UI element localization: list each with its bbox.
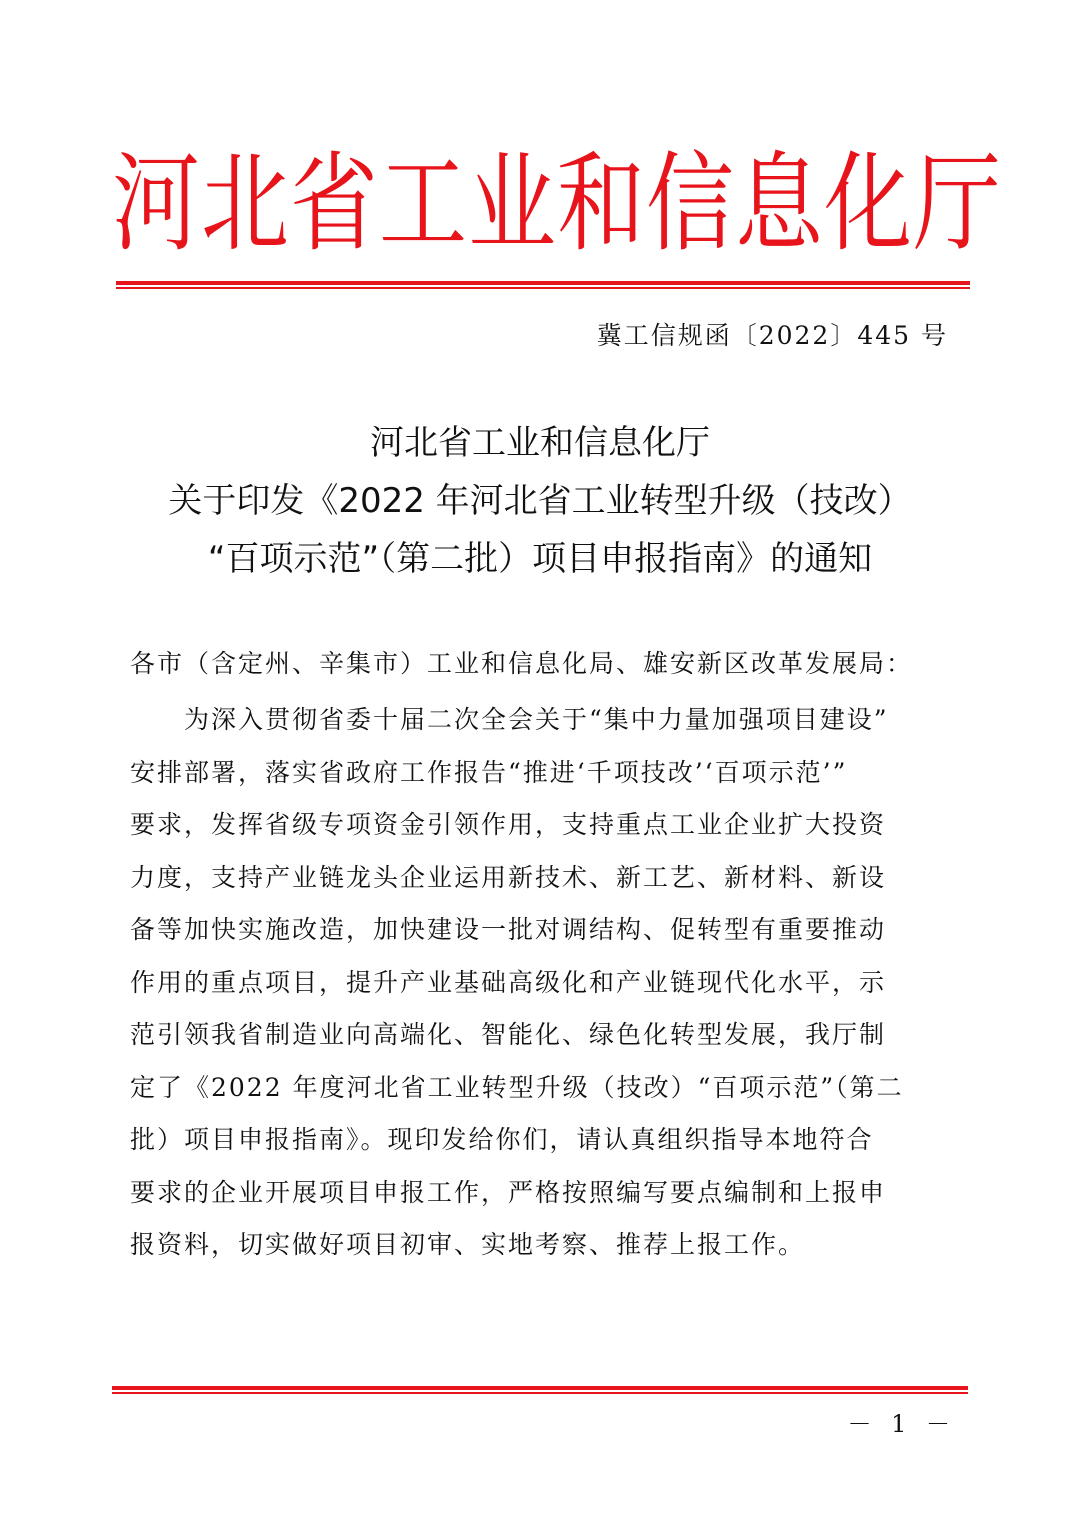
divider-thick-line [116, 281, 970, 285]
body-line: 批）项目申报指南》。现印发给你们，请认真组织指导本地符合 [130, 1125, 874, 1154]
body-line: 范引领我省制造业向高端化、智能化、绿色化转型发展，我厅制 [130, 1020, 887, 1049]
salutation: 各市（含定州、辛集市）工业和信息化局、雄安新区改革发展局： [130, 649, 914, 678]
footer-divider-thick-line [112, 1386, 968, 1390]
body-line: 要求的企业开展项目申报工作，严格按照编写要点编制和上报申 [130, 1177, 887, 1207]
body-line: 要求，发挥省级专项资金引领作用，支持重点工业企业扩大投资 [130, 810, 887, 839]
page-number: － 1 － [847, 1410, 956, 1438]
body-line: 安排部署，落实省政府工作报告“推进‘千项技改’‘百项示范’” [130, 757, 848, 787]
body-line: 报资料，切实做好项目初审、实地考察、推荐上报工作。 [130, 1230, 806, 1259]
title-line-3: “百项示范”（第二批）项目申报指南》的通知 [207, 539, 873, 579]
footer-divider-thin-line [112, 1392, 968, 1394]
footer-divider [112, 1386, 968, 1394]
body-line: 作用的重点项目，提升产业基础高级化和产业链现代化水平，示 [130, 967, 887, 997]
masthead-divider [116, 281, 970, 289]
body-line: 力度，支持产业链龙头企业运用新技术、新工艺、新材料、新设 [130, 862, 887, 892]
body-line: 为深入贯彻省委十届二次全会关于“集中力量加强项目建设” [184, 705, 889, 734]
body-line: 备等加快实施改造，加快建设一批对调结构、促转型有重要推动 [130, 915, 887, 944]
masthead-title: 河北省工业和信息化厅 [112, 140, 1003, 267]
document-number: 冀工信规函〔2022〕445 号 [596, 321, 948, 350]
body-paragraph [130, 694, 948, 1272]
document-title [100, 414, 980, 588]
divider-thin-line [116, 287, 970, 289]
title-line-2: 关于印发《2022 年河北省工业转型升级（技改） [168, 481, 912, 521]
title-line-1: 河北省工业和信息化厅 [370, 423, 710, 463]
body-line: 定了《2022 年度河北省工业转型升级（技改）“百项示范”（第二 [130, 1072, 904, 1102]
